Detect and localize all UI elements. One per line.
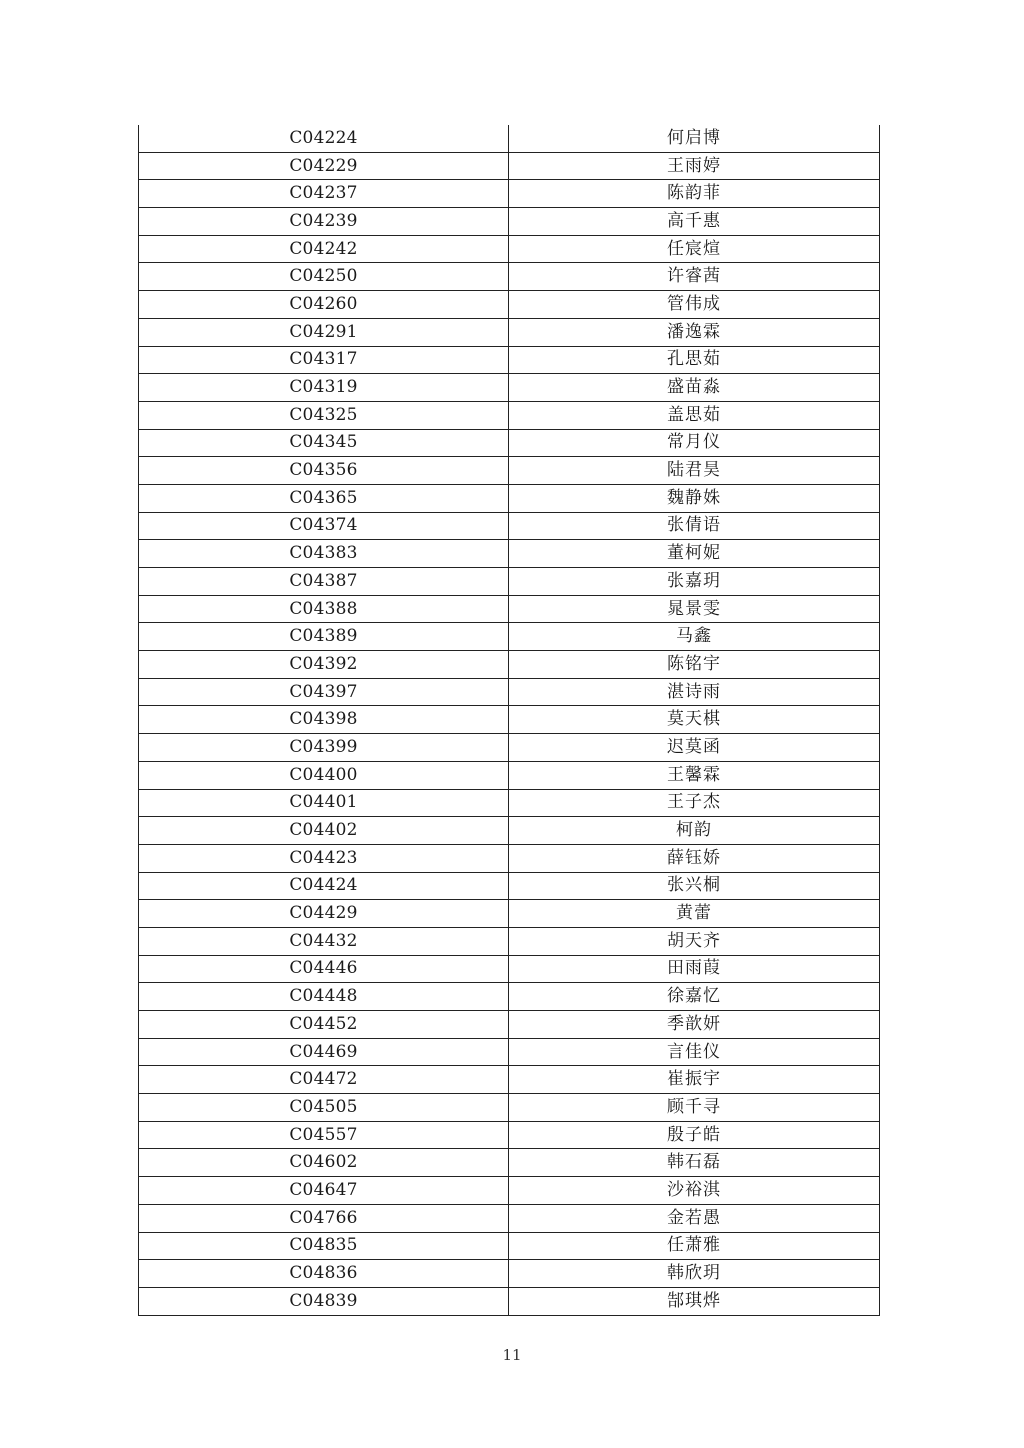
- table-row: [139, 706, 880, 734]
- candidate-code-cell: C04399: [139, 734, 509, 762]
- table-row: [139, 900, 880, 928]
- candidate-code-cell: C04766: [139, 1204, 509, 1232]
- candidate-code-cell: C04836: [139, 1260, 509, 1288]
- candidate-code-cell: C04291: [139, 318, 509, 346]
- candidate-name-cell: 马鑫: [509, 623, 880, 651]
- table-row: [139, 1121, 880, 1149]
- candidate-code-cell: C04250: [139, 263, 509, 291]
- candidate-name-cell: 沙裕淇: [509, 1177, 880, 1205]
- candidate-code-cell: C04317: [139, 346, 509, 374]
- roster-table-body: [139, 125, 880, 1315]
- candidate-code-cell: C04602: [139, 1149, 509, 1177]
- candidate-name-cell: 王馨霖: [509, 761, 880, 789]
- candidate-name-cell: 金若愚: [509, 1204, 880, 1232]
- candidate-code-cell: C04389: [139, 623, 509, 651]
- table-row: [139, 318, 880, 346]
- candidate-code-cell: C04388: [139, 595, 509, 623]
- candidate-name-cell: 迟莫函: [509, 734, 880, 762]
- candidate-code-cell: C04432: [139, 927, 509, 955]
- candidate-code-cell: C04397: [139, 678, 509, 706]
- table-row: [139, 595, 880, 623]
- candidate-code-cell: C04224: [139, 125, 509, 152]
- table-row: [139, 512, 880, 540]
- candidate-name-cell: 王子杰: [509, 789, 880, 817]
- candidate-name-cell: 常月仪: [509, 429, 880, 457]
- candidate-code-cell: C04448: [139, 983, 509, 1011]
- candidate-name-cell: 董柯妮: [509, 540, 880, 568]
- table-row: [139, 1066, 880, 1094]
- candidate-name-cell: 潘逸霖: [509, 318, 880, 346]
- candidate-name-cell: 何启博: [509, 125, 880, 152]
- table-row: [139, 1011, 880, 1039]
- candidate-name-cell: 管伟成: [509, 291, 880, 319]
- candidate-code-cell: C04505: [139, 1094, 509, 1122]
- candidate-name-cell: 韩石磊: [509, 1149, 880, 1177]
- candidate-code-cell: C04429: [139, 900, 509, 928]
- table-row: [139, 457, 880, 485]
- candidate-code-cell: C04446: [139, 955, 509, 983]
- roster-table: [138, 125, 880, 1316]
- table-row: [139, 1287, 880, 1315]
- candidate-name-cell: 陈韵菲: [509, 180, 880, 208]
- table-row: [139, 789, 880, 817]
- table-row: [139, 1177, 880, 1205]
- candidate-code-cell: C04325: [139, 401, 509, 429]
- table-row: [139, 235, 880, 263]
- table-row: [139, 152, 880, 180]
- table-row: [139, 1204, 880, 1232]
- candidate-code-cell: C04345: [139, 429, 509, 457]
- candidate-name-cell: 陈铭宇: [509, 651, 880, 679]
- table-row: [139, 263, 880, 291]
- candidate-code-cell: C04472: [139, 1066, 509, 1094]
- candidate-name-cell: 任宸煊: [509, 235, 880, 263]
- candidate-name-cell: 胡天齐: [509, 927, 880, 955]
- table-row: [139, 1038, 880, 1066]
- candidate-code-cell: C04839: [139, 1287, 509, 1315]
- candidate-code-cell: C04647: [139, 1177, 509, 1205]
- candidate-name-cell: 田雨葭: [509, 955, 880, 983]
- table-row: [139, 1094, 880, 1122]
- candidate-code-cell: C04398: [139, 706, 509, 734]
- candidate-code-cell: C04469: [139, 1038, 509, 1066]
- candidate-name-cell: 季歆妍: [509, 1011, 880, 1039]
- candidate-name-cell: 顾千寻: [509, 1094, 880, 1122]
- candidate-code-cell: C04229: [139, 152, 509, 180]
- table-row: [139, 1232, 880, 1260]
- candidate-name-cell: 韩欣玥: [509, 1260, 880, 1288]
- candidate-name-cell: 郜琪烨: [509, 1287, 880, 1315]
- candidate-name-cell: 许睿茜: [509, 263, 880, 291]
- candidate-name-cell: 孔思茹: [509, 346, 880, 374]
- candidate-code-cell: C04319: [139, 374, 509, 402]
- table-row: [139, 844, 880, 872]
- candidate-name-cell: 张兴桐: [509, 872, 880, 900]
- candidate-code-cell: C04392: [139, 651, 509, 679]
- table-row: [139, 651, 880, 679]
- table-row: [139, 817, 880, 845]
- table-row: [139, 927, 880, 955]
- table-row: [139, 346, 880, 374]
- candidate-name-cell: 莫天棋: [509, 706, 880, 734]
- candidate-name-cell: 王雨婷: [509, 152, 880, 180]
- table-row: [139, 208, 880, 236]
- candidate-name-cell: 殷子皓: [509, 1121, 880, 1149]
- candidate-code-cell: C04557: [139, 1121, 509, 1149]
- candidate-code-cell: C04452: [139, 1011, 509, 1039]
- page-number: 11: [502, 1346, 522, 1364]
- candidate-code-cell: C04242: [139, 235, 509, 263]
- table-row: [139, 401, 880, 429]
- candidate-code-cell: C04237: [139, 180, 509, 208]
- table-row: [139, 374, 880, 402]
- table-row: [139, 125, 880, 152]
- table-row: [139, 1260, 880, 1288]
- table-row: [139, 429, 880, 457]
- candidate-name-cell: 薛钰娇: [509, 844, 880, 872]
- candidate-name-cell: 湛诗雨: [509, 678, 880, 706]
- candidate-code-cell: C04424: [139, 872, 509, 900]
- candidate-name-cell: 任萧雅: [509, 1232, 880, 1260]
- candidate-name-cell: 黄蕾: [509, 900, 880, 928]
- candidate-name-cell: 盛苗淼: [509, 374, 880, 402]
- candidate-code-cell: C04423: [139, 844, 509, 872]
- candidate-code-cell: C04365: [139, 484, 509, 512]
- table-row: [139, 955, 880, 983]
- candidate-name-cell: 高千惠: [509, 208, 880, 236]
- table-row: [139, 678, 880, 706]
- candidate-code-cell: C04835: [139, 1232, 509, 1260]
- candidate-name-cell: 晁景雯: [509, 595, 880, 623]
- candidate-name-cell: 柯韵: [509, 817, 880, 845]
- table-row: [139, 540, 880, 568]
- candidate-name-cell: 张倩语: [509, 512, 880, 540]
- table-row: [139, 484, 880, 512]
- candidate-name-cell: 魏静姝: [509, 484, 880, 512]
- candidate-code-cell: C04260: [139, 291, 509, 319]
- candidate-code-cell: C04239: [139, 208, 509, 236]
- candidate-code-cell: C04400: [139, 761, 509, 789]
- table-row: [139, 623, 880, 651]
- table-row: [139, 983, 880, 1011]
- table-row: [139, 734, 880, 762]
- candidate-name-cell: 徐嘉忆: [509, 983, 880, 1011]
- candidate-name-cell: 言佳仪: [509, 1038, 880, 1066]
- candidate-code-cell: C04374: [139, 512, 509, 540]
- table-row: [139, 1149, 880, 1177]
- candidate-name-cell: 崔振宇: [509, 1066, 880, 1094]
- candidate-code-cell: C04383: [139, 540, 509, 568]
- candidate-code-cell: C04401: [139, 789, 509, 817]
- candidate-code-cell: C04356: [139, 457, 509, 485]
- table-row: [139, 761, 880, 789]
- table-row: [139, 180, 880, 208]
- candidate-name-cell: 盖思茹: [509, 401, 880, 429]
- table-row: [139, 568, 880, 596]
- candidate-code-cell: C04402: [139, 817, 509, 845]
- candidate-name-cell: 陆君昊: [509, 457, 880, 485]
- candidate-name-cell: 张嘉玥: [509, 568, 880, 596]
- candidate-code-cell: C04387: [139, 568, 509, 596]
- table-row: [139, 872, 880, 900]
- table-row: [139, 291, 880, 319]
